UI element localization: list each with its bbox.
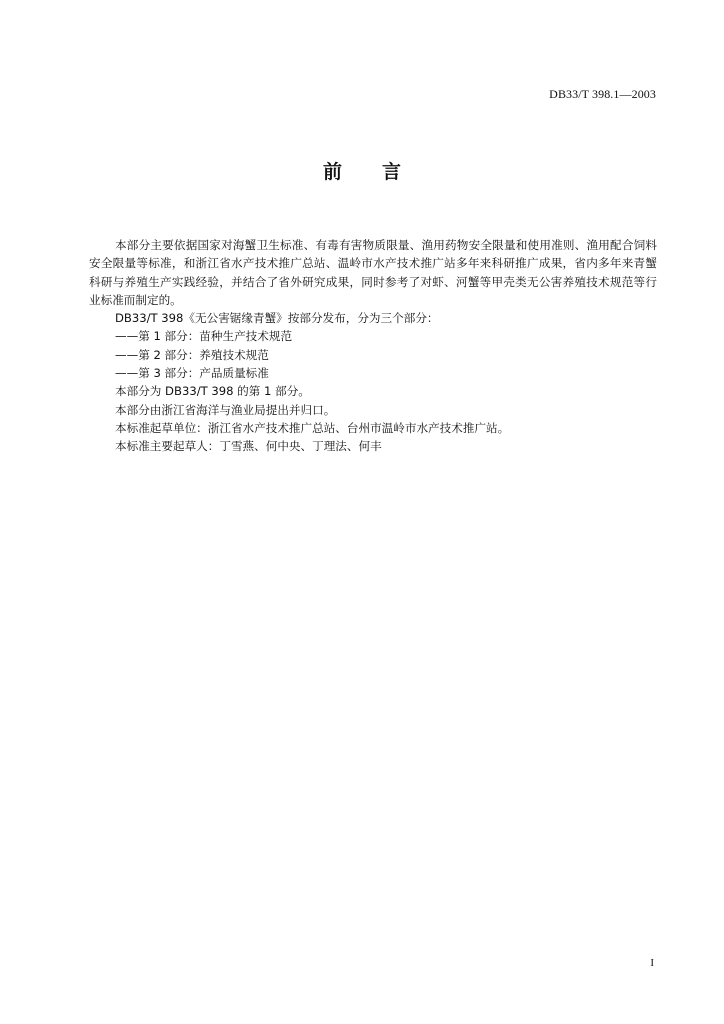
page-title: 前言 — [322, 161, 441, 183]
drafting-units-statement: 本标准起草单位：浙江省水产技术推广总站、台州市温岭市水产技术推广站。 — [115, 420, 510, 435]
drafters-statement: 本标准主要起草人：丁雪燕、何中央、丁理法、何丰 — [115, 439, 382, 454]
part-2-item: ——第 2 部分：养殖技术规范 — [115, 347, 269, 362]
foreword-body — [89, 236, 657, 456]
part-1-item: ——第 1 部分：苗种生产技术规范 — [115, 329, 293, 344]
proposer-statement: 本部分由浙江省海洋与渔业局提出并归口。 — [115, 402, 336, 417]
this-part-statement: 本部分为 DB33/T 398 的第 1 部分。 — [115, 384, 310, 399]
parts-statement: DB33/T 398《无公害锯缘青蟹》按部分发布，分为三个部分： — [115, 311, 439, 326]
part-3-item: ——第 3 部分：产品质量标准 — [115, 366, 269, 381]
page-number: I — [650, 957, 654, 969]
document-code: DB33/T 398.1—2003 — [549, 87, 656, 101]
foreword-intro-paragraph: 本部分主要依据国家对海蟹卫生标准、有毒有害物质限量、渔用药物安全限量和使用准则、渔用配合饲料安全限量等标准，和浙江省水产技术推广总站、温岭市水产技术推广站多年来科研推广成果，省内多年来青蟹科研与养殖生产实践经验，并结合了省外研究成果，同时参考了对虾、河蟹等甲壳类无公害养殖技术规范等行业标准而制定的。 — [89, 238, 657, 307]
